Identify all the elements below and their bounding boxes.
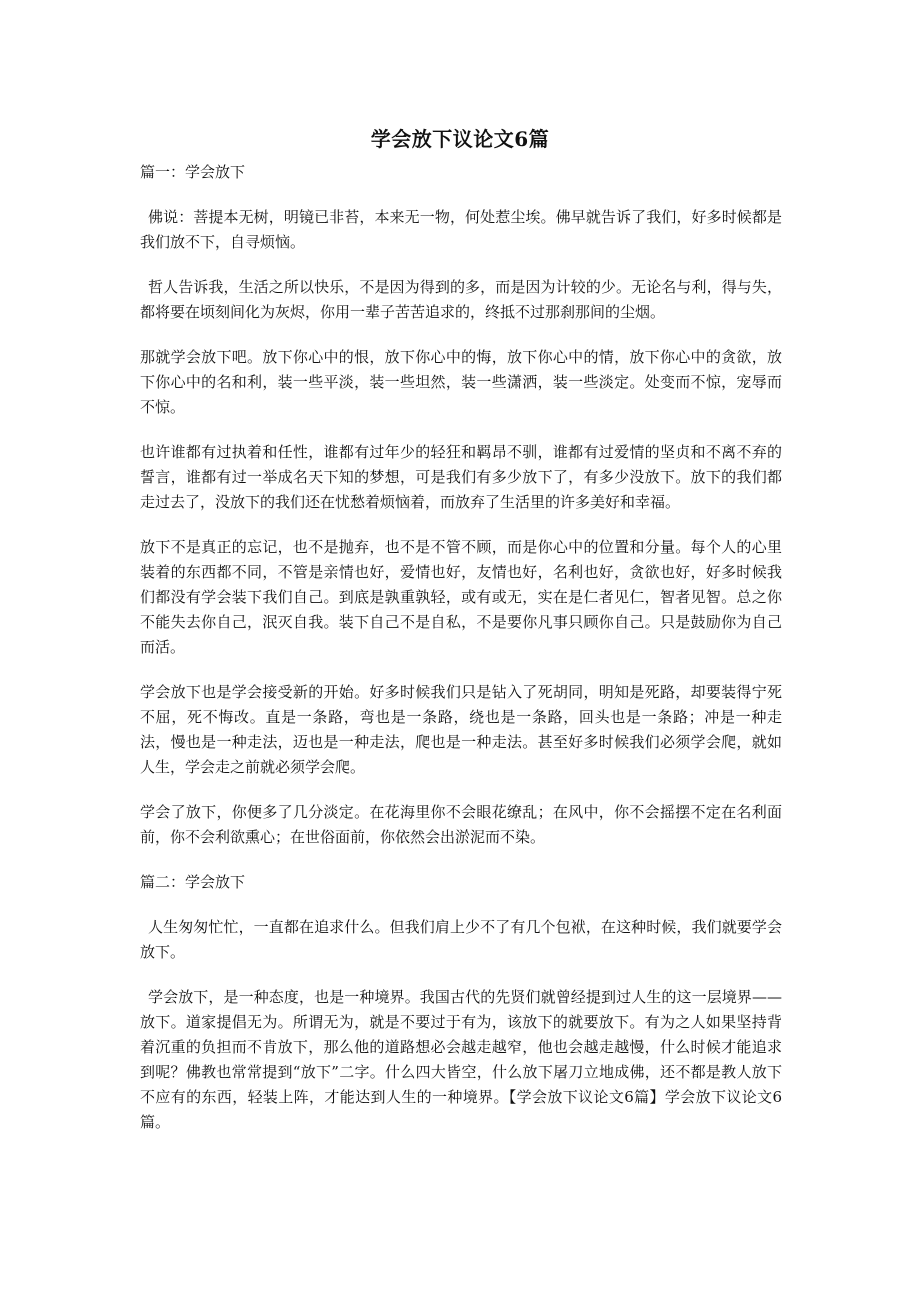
- document-title: 学会放下议论文6篇: [370, 127, 550, 151]
- section-2-paragraph-2: 学会放下，是一种态度，也是一种境界。我国古代的先贤们就曾经提到过人生的这一层境界——放下。道家提倡无为。所谓无为，就是不要过于有为，该放下的就要放下。有为之人如果坚持背着沉重的负担而不肯放下，那么他的道路想必会越走越窄，他也会越走越慢，什么时候才能追求到呢？佛教也常常提到“放下”二字。什么四大皆空，什么放下屠刀立地成佛，还不都是教人放下不应有的东西，轻装上阵，才能达到人生的一种境界。【学会放下议论文6篇】学会放下议论文6篇。: [140, 988, 782, 1131]
- section-1-paragraph-6: 学会放下也是学会接受新的开始。好多时候我们只是钻入了死胡同，明知是死路，却要装得宁死不屈，死不悔改。直是一条路，弯也是一条路，绕也是一条路，回头也是一条路；冲是一种走法，慢也是一种走法，迈也是一种走法，爬也是一种走法。甚至好多时候我们必须学会爬，就如人生，学会走之前就必须学会爬。: [140, 683, 782, 776]
- section-1-paragraph-4: 也许谁都有过执着和任性，谁都有过年少的轻狂和羁昂不驯，谁都有过爱情的坚贞和不离不弃的誓言，谁都有过一举成名天下知的梦想，可是我们有多少放下了，有多少没放下。放下的我们都走过去了，没放下的我们还在忧愁着烦恼着，而放弃了生活里的许多美好和幸福。: [140, 443, 782, 511]
- section-1-paragraph-1: 佛说：菩提本无树，明镜已非苔，本来无一物，何处惹尘埃。佛早就告诉了我们，好多时候都是我们放不下，自寻烦恼。: [140, 208, 782, 251]
- section-1-paragraph-7: 学会了放下，你便多了几分淡定。在花海里你不会眼花缭乱；在风中，你不会摇摆不定在名利面前，你不会利欲熏心；在世俗面前，你依然会出淤泥而不染。: [140, 803, 782, 846]
- section-1-paragraph-2: 哲人告诉我，生活之所以快乐，不是因为得到的多，而是因为计较的少。无论名与利，得与失，都将要在顷刻间化为灰烬，你用一辈子苦苦追求的，终抵不过那刹那间的尘烟。: [140, 278, 782, 321]
- section-1-paragraph-5: 放下不是真正的忘记，也不是抛弃，也不是不管不顾，而是你心中的位置和分量。每个人的心里装着的东西都不同，不管是亲情也好，爱情也好，友情也好，名利也好，贪欲也好，好多时候我们都没有学会装下我们自己。到底是孰重孰轻，或有或无，实在是仁者见仁，智者见智。总之你不能失去你自己，泯灭自我。装下自己不是自私，不是要你凡事只顾你自己。只是鼓励你为自己而活。: [140, 538, 782, 656]
- section-2-heading: 篇二：学会放下: [140, 873, 246, 891]
- document-body: [140, 160, 782, 1135]
- section-1-paragraph-3: 那就学会放下吧。放下你心中的恨，放下你心中的悔，放下你心中的情，放下你心中的贪欲，放下你心中的名和利，装一些平淡，装一些坦然，装一些潇洒，装一些淡定。处变而不惊，宠辱而不惊。: [140, 348, 782, 416]
- section-1-heading: 篇一：学会放下: [140, 163, 246, 181]
- section-2-paragraph-1: 人生匆匆忙忙，一直都在追求什么。但我们肩上少不了有几个包袱，在这种时候，我们就要学会放下。: [140, 918, 782, 961]
